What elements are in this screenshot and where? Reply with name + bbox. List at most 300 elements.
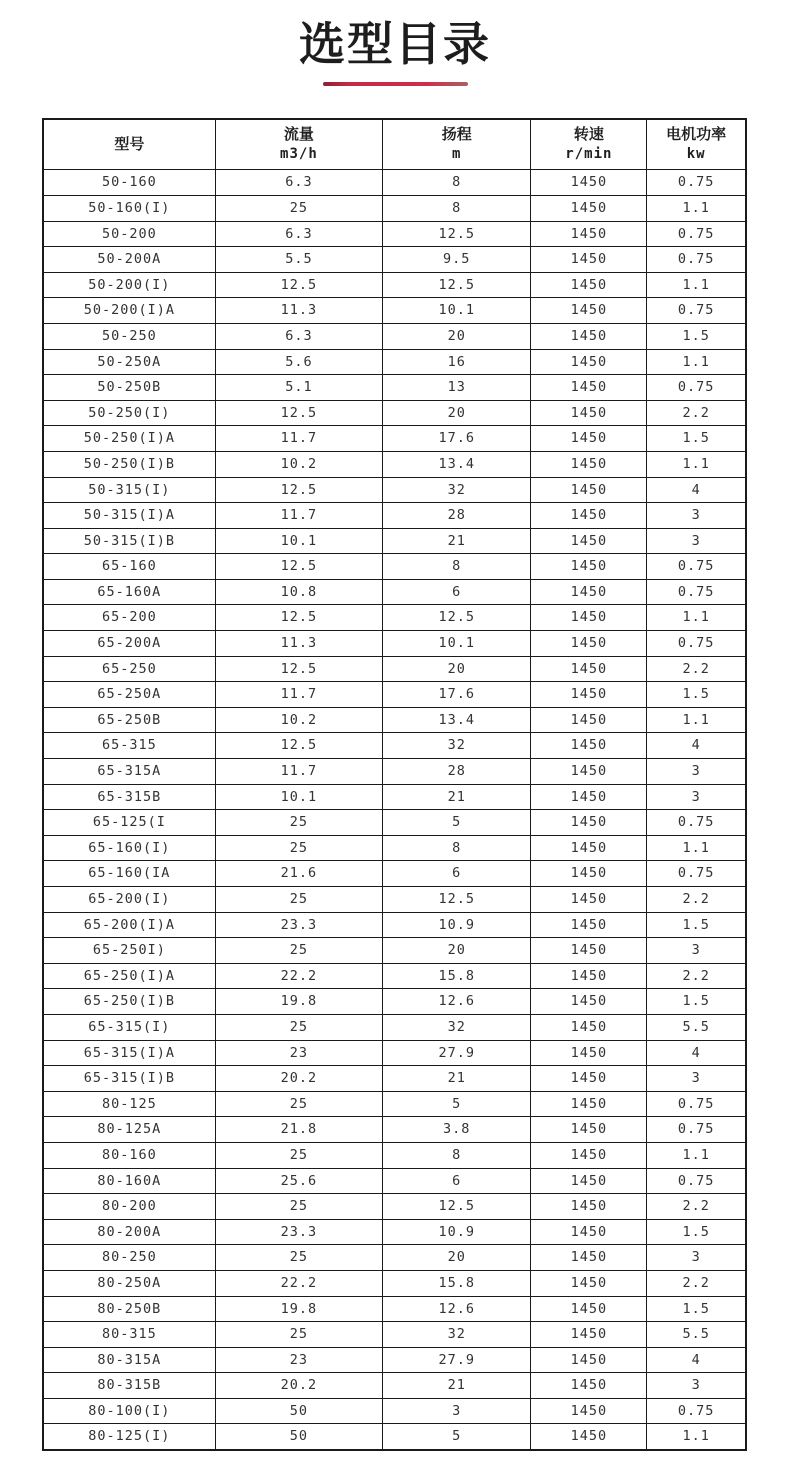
cell-motor-power: 1.5 — [647, 989, 746, 1015]
cell-model: 65-250B — [43, 707, 215, 733]
cell-motor-power: 2.2 — [647, 1270, 746, 1296]
table-row — [43, 707, 746, 733]
cell-head: 27.9 — [383, 1040, 531, 1066]
cell-speed: 1450 — [531, 887, 647, 913]
cell-head: 20 — [383, 938, 531, 964]
cell-flow: 23.3 — [215, 912, 382, 938]
table-row — [43, 554, 746, 580]
cell-speed: 1450 — [531, 503, 647, 529]
cell-motor-power: 0.75 — [647, 1117, 746, 1143]
cell-flow: 12.5 — [215, 400, 382, 426]
table-row — [43, 195, 746, 221]
column-header-speed: 转速 r/min — [531, 119, 647, 170]
cell-flow: 20.2 — [215, 1373, 382, 1399]
table-row — [43, 912, 746, 938]
cell-head: 27.9 — [383, 1347, 531, 1373]
cell-model: 65-250(I)B — [43, 989, 215, 1015]
cell-speed: 1450 — [531, 1347, 647, 1373]
table-row — [43, 784, 746, 810]
cell-flow: 20.2 — [215, 1066, 382, 1092]
cell-motor-power: 0.75 — [647, 375, 746, 401]
cell-head: 20 — [383, 1245, 531, 1271]
cell-speed: 1450 — [531, 221, 647, 247]
cell-motor-power: 3 — [647, 1245, 746, 1271]
table-row — [43, 426, 746, 452]
cell-speed: 1450 — [531, 400, 647, 426]
cell-motor-power: 0.75 — [647, 170, 746, 196]
table-row — [43, 451, 746, 477]
cell-flow: 11.7 — [215, 682, 382, 708]
cell-speed: 1450 — [531, 1194, 647, 1220]
cell-head: 21 — [383, 784, 531, 810]
cell-motor-power: 4 — [647, 1347, 746, 1373]
cell-head: 6 — [383, 861, 531, 887]
cell-head: 12.5 — [383, 221, 531, 247]
table-row — [43, 605, 746, 631]
cell-model: 80-125(I) — [43, 1424, 215, 1450]
cell-model: 80-250 — [43, 1245, 215, 1271]
cell-motor-power: 0.75 — [647, 554, 746, 580]
table-row — [43, 1270, 746, 1296]
cell-flow: 11.7 — [215, 503, 382, 529]
table-row — [43, 323, 746, 349]
cell-motor-power: 1.1 — [647, 1142, 746, 1168]
cell-motor-power: 1.1 — [647, 349, 746, 375]
cell-flow: 50 — [215, 1424, 382, 1450]
cell-flow: 25 — [215, 835, 382, 861]
cell-head: 21 — [383, 528, 531, 554]
cell-speed: 1450 — [531, 323, 647, 349]
cell-model: 80-315B — [43, 1373, 215, 1399]
cell-model: 80-160 — [43, 1142, 215, 1168]
cell-model: 50-315(I) — [43, 477, 215, 503]
cell-head: 13.4 — [383, 707, 531, 733]
cell-head: 12.5 — [383, 1194, 531, 1220]
table-row — [43, 400, 746, 426]
cell-model: 65-315A — [43, 759, 215, 785]
cell-head: 21 — [383, 1373, 531, 1399]
table-row — [43, 1066, 746, 1092]
cell-motor-power: 0.75 — [647, 247, 746, 273]
cell-flow: 25 — [215, 195, 382, 221]
cell-flow: 6.3 — [215, 221, 382, 247]
cell-head: 10.1 — [383, 298, 531, 324]
table-row — [43, 1322, 746, 1348]
table-row — [43, 1040, 746, 1066]
cell-model: 65-160(IA — [43, 861, 215, 887]
cell-flow: 21.6 — [215, 861, 382, 887]
cell-flow: 10.2 — [215, 451, 382, 477]
cell-head: 8 — [383, 195, 531, 221]
cell-model: 80-250B — [43, 1296, 215, 1322]
cell-model: 65-315(I) — [43, 1014, 215, 1040]
table-row — [43, 733, 746, 759]
cell-motor-power: 5.5 — [647, 1014, 746, 1040]
cell-flow: 10.8 — [215, 579, 382, 605]
selection-catalog-table — [42, 118, 747, 1451]
cell-motor-power: 3 — [647, 759, 746, 785]
cell-speed: 1450 — [531, 579, 647, 605]
cell-head: 10.1 — [383, 631, 531, 657]
cell-model: 65-250I) — [43, 938, 215, 964]
cell-flow: 5.1 — [215, 375, 382, 401]
cell-model: 65-160(I) — [43, 835, 215, 861]
cell-head: 3 — [383, 1398, 531, 1424]
column-header-model: 型号 — [43, 119, 215, 170]
cell-model: 65-160 — [43, 554, 215, 580]
cell-flow: 10.2 — [215, 707, 382, 733]
cell-model: 65-250A — [43, 682, 215, 708]
cell-motor-power: 1.1 — [647, 605, 746, 631]
cell-model: 65-200(I)A — [43, 912, 215, 938]
cell-speed: 1450 — [531, 682, 647, 708]
table-row — [43, 477, 746, 503]
cell-speed: 1450 — [531, 861, 647, 887]
cell-flow: 6.3 — [215, 323, 382, 349]
cell-head: 12.5 — [383, 605, 531, 631]
table-row — [43, 1398, 746, 1424]
cell-model: 65-250 — [43, 656, 215, 682]
table-row — [43, 170, 746, 196]
cell-head: 32 — [383, 1322, 531, 1348]
table-row — [43, 1219, 746, 1245]
cell-model: 80-315 — [43, 1322, 215, 1348]
table-row — [43, 963, 746, 989]
cell-motor-power: 1.5 — [647, 1219, 746, 1245]
cell-motor-power: 1.5 — [647, 912, 746, 938]
cell-speed: 1450 — [531, 1296, 647, 1322]
cell-motor-power: 0.75 — [647, 298, 746, 324]
cell-head: 3.8 — [383, 1117, 531, 1143]
cell-speed: 1450 — [531, 938, 647, 964]
cell-model: 80-125 — [43, 1091, 215, 1117]
cell-flow: 25 — [215, 1322, 382, 1348]
cell-head: 20 — [383, 323, 531, 349]
table-row — [43, 1424, 746, 1450]
cell-head: 8 — [383, 554, 531, 580]
cell-head: 8 — [383, 1142, 531, 1168]
cell-flow: 12.5 — [215, 272, 382, 298]
cell-flow: 10.1 — [215, 528, 382, 554]
cell-motor-power: 0.75 — [647, 631, 746, 657]
cell-motor-power: 0.75 — [647, 221, 746, 247]
cell-flow: 25 — [215, 1091, 382, 1117]
table-row — [43, 682, 746, 708]
cell-motor-power: 0.75 — [647, 1398, 746, 1424]
cell-speed: 1450 — [531, 170, 647, 196]
cell-motor-power: 1.1 — [647, 707, 746, 733]
table-row — [43, 989, 746, 1015]
table-row — [43, 1194, 746, 1220]
cell-motor-power: 2.2 — [647, 400, 746, 426]
table-row — [43, 810, 746, 836]
cell-flow: 22.2 — [215, 963, 382, 989]
cell-motor-power: 0.75 — [647, 861, 746, 887]
cell-motor-power: 3 — [647, 1373, 746, 1399]
cell-flow: 22.2 — [215, 1270, 382, 1296]
cell-head: 5 — [383, 810, 531, 836]
cell-head: 20 — [383, 656, 531, 682]
cell-speed: 1450 — [531, 1066, 647, 1092]
cell-head: 28 — [383, 759, 531, 785]
cell-model: 65-200A — [43, 631, 215, 657]
cell-model: 50-250(I) — [43, 400, 215, 426]
cell-motor-power: 2.2 — [647, 887, 746, 913]
cell-speed: 1450 — [531, 605, 647, 631]
cell-motor-power: 3 — [647, 938, 746, 964]
table-row — [43, 1347, 746, 1373]
cell-motor-power: 1.5 — [647, 1296, 746, 1322]
cell-speed: 1450 — [531, 733, 647, 759]
column-header-motor-power: 电机功率 kw — [647, 119, 746, 170]
cell-flow: 25 — [215, 1142, 382, 1168]
cell-model: 65-200 — [43, 605, 215, 631]
cell-flow: 50 — [215, 1398, 382, 1424]
cell-motor-power: 1.5 — [647, 682, 746, 708]
table-row — [43, 221, 746, 247]
table-header — [43, 119, 746, 170]
cell-model: 65-315(I)B — [43, 1066, 215, 1092]
cell-head: 13.4 — [383, 451, 531, 477]
table-row — [43, 1373, 746, 1399]
cell-flow: 6.3 — [215, 170, 382, 196]
cell-motor-power: 1.5 — [647, 426, 746, 452]
table-row — [43, 1168, 746, 1194]
cell-speed: 1450 — [531, 1270, 647, 1296]
cell-motor-power: 1.1 — [647, 272, 746, 298]
cell-head: 10.9 — [383, 1219, 531, 1245]
cell-model: 65-250(I)A — [43, 963, 215, 989]
column-header-head: 扬程 m — [383, 119, 531, 170]
table-row — [43, 759, 746, 785]
cell-head: 32 — [383, 1014, 531, 1040]
cell-speed: 1450 — [531, 451, 647, 477]
cell-model: 65-315(I)A — [43, 1040, 215, 1066]
cell-head: 16 — [383, 349, 531, 375]
cell-motor-power: 1.1 — [647, 195, 746, 221]
cell-model: 50-250(I)A — [43, 426, 215, 452]
cell-model: 50-160(I) — [43, 195, 215, 221]
cell-speed: 1450 — [531, 349, 647, 375]
cell-flow: 25.6 — [215, 1168, 382, 1194]
cell-speed: 1450 — [531, 1398, 647, 1424]
cell-flow: 25 — [215, 1245, 382, 1271]
cell-head: 12.5 — [383, 887, 531, 913]
cell-speed: 1450 — [531, 1142, 647, 1168]
cell-motor-power: 3 — [647, 1066, 746, 1092]
cell-motor-power: 1.1 — [647, 1424, 746, 1450]
cell-model: 80-250A — [43, 1270, 215, 1296]
cell-motor-power: 0.75 — [647, 1168, 746, 1194]
cell-speed: 1450 — [531, 426, 647, 452]
cell-speed: 1450 — [531, 1322, 647, 1348]
cell-flow: 12.5 — [215, 733, 382, 759]
table-row — [43, 835, 746, 861]
cell-speed: 1450 — [531, 835, 647, 861]
table-row — [43, 1296, 746, 1322]
cell-flow: 19.8 — [215, 989, 382, 1015]
cell-speed: 1450 — [531, 554, 647, 580]
table-row — [43, 656, 746, 682]
cell-model: 50-250(I)B — [43, 451, 215, 477]
cell-motor-power: 0.75 — [647, 810, 746, 836]
cell-model: 65-125(I — [43, 810, 215, 836]
cell-speed: 1450 — [531, 1424, 647, 1450]
table-row — [43, 247, 746, 273]
cell-model: 50-250B — [43, 375, 215, 401]
cell-model: 80-200A — [43, 1219, 215, 1245]
cell-head: 17.6 — [383, 426, 531, 452]
cell-head: 10.9 — [383, 912, 531, 938]
cell-head: 15.8 — [383, 963, 531, 989]
cell-speed: 1450 — [531, 375, 647, 401]
cell-model: 50-200 — [43, 221, 215, 247]
cell-speed: 1450 — [531, 963, 647, 989]
cell-motor-power: 3 — [647, 503, 746, 529]
cell-flow: 11.7 — [215, 426, 382, 452]
cell-speed: 1450 — [531, 707, 647, 733]
cell-model: 80-315A — [43, 1347, 215, 1373]
cell-flow: 11.3 — [215, 298, 382, 324]
cell-model: 65-200(I) — [43, 887, 215, 913]
cell-head: 5 — [383, 1091, 531, 1117]
cell-head: 12.5 — [383, 272, 531, 298]
cell-head: 28 — [383, 503, 531, 529]
cell-head: 9.5 — [383, 247, 531, 273]
cell-model: 50-250 — [43, 323, 215, 349]
cell-head: 20 — [383, 400, 531, 426]
cell-speed: 1450 — [531, 912, 647, 938]
cell-speed: 1450 — [531, 1014, 647, 1040]
cell-motor-power: 4 — [647, 733, 746, 759]
cell-speed: 1450 — [531, 528, 647, 554]
cell-model: 50-200(I) — [43, 272, 215, 298]
cell-flow: 25 — [215, 887, 382, 913]
cell-model: 65-315B — [43, 784, 215, 810]
table-body — [43, 170, 746, 1450]
cell-flow: 23 — [215, 1347, 382, 1373]
cell-head: 15.8 — [383, 1270, 531, 1296]
cell-speed: 1450 — [531, 810, 647, 836]
table-row — [43, 1117, 746, 1143]
cell-flow: 11.3 — [215, 631, 382, 657]
table-row — [43, 579, 746, 605]
cell-model: 50-200A — [43, 247, 215, 273]
column-header-flow: 流量 m3/h — [215, 119, 382, 170]
cell-model: 50-200(I)A — [43, 298, 215, 324]
cell-flow: 12.5 — [215, 605, 382, 631]
cell-motor-power: 0.75 — [647, 579, 746, 605]
cell-speed: 1450 — [531, 477, 647, 503]
table-row — [43, 503, 746, 529]
cell-motor-power: 2.2 — [647, 1194, 746, 1220]
cell-speed: 1450 — [531, 759, 647, 785]
table-row — [43, 631, 746, 657]
cell-flow: 12.5 — [215, 656, 382, 682]
cell-motor-power: 2.2 — [647, 656, 746, 682]
title-underline-accent — [323, 82, 468, 86]
cell-head: 5 — [383, 1424, 531, 1450]
cell-motor-power: 1.1 — [647, 451, 746, 477]
cell-model: 80-100(I) — [43, 1398, 215, 1424]
table-row — [43, 528, 746, 554]
cell-speed: 1450 — [531, 784, 647, 810]
cell-speed: 1450 — [531, 1040, 647, 1066]
cell-head: 12.6 — [383, 989, 531, 1015]
cell-head: 8 — [383, 835, 531, 861]
cell-flow: 12.5 — [215, 477, 382, 503]
cell-flow: 5.6 — [215, 349, 382, 375]
page-title: 选型目录 — [299, 18, 491, 70]
cell-flow: 11.7 — [215, 759, 382, 785]
cell-head: 32 — [383, 477, 531, 503]
cell-motor-power: 5.5 — [647, 1322, 746, 1348]
cell-head: 21 — [383, 1066, 531, 1092]
cell-model: 50-160 — [43, 170, 215, 196]
cell-motor-power: 1.5 — [647, 323, 746, 349]
cell-head: 17.6 — [383, 682, 531, 708]
cell-speed: 1450 — [531, 1219, 647, 1245]
cell-model: 50-315(I)A — [43, 503, 215, 529]
table-row — [43, 349, 746, 375]
cell-flow: 23.3 — [215, 1219, 382, 1245]
cell-head: 6 — [383, 1168, 531, 1194]
cell-speed: 1450 — [531, 195, 647, 221]
cell-head: 12.6 — [383, 1296, 531, 1322]
cell-motor-power: 3 — [647, 784, 746, 810]
cell-speed: 1450 — [531, 1117, 647, 1143]
cell-speed: 1450 — [531, 1373, 647, 1399]
cell-flow: 25 — [215, 938, 382, 964]
cell-flow: 5.5 — [215, 247, 382, 273]
cell-head: 6 — [383, 579, 531, 605]
cell-flow: 10.1 — [215, 784, 382, 810]
table-row — [43, 375, 746, 401]
cell-model: 80-200 — [43, 1194, 215, 1220]
table-row — [43, 272, 746, 298]
cell-model: 65-315 — [43, 733, 215, 759]
cell-flow: 12.5 — [215, 554, 382, 580]
table-row — [43, 1091, 746, 1117]
cell-model: 50-315(I)B — [43, 528, 215, 554]
cell-motor-power: 4 — [647, 477, 746, 503]
cell-flow: 25 — [215, 1194, 382, 1220]
cell-head: 13 — [383, 375, 531, 401]
cell-head: 32 — [383, 733, 531, 759]
cell-model: 50-250A — [43, 349, 215, 375]
table-row — [43, 861, 746, 887]
cell-model: 80-125A — [43, 1117, 215, 1143]
cell-speed: 1450 — [531, 1091, 647, 1117]
cell-flow: 25 — [215, 810, 382, 836]
cell-flow: 23 — [215, 1040, 382, 1066]
cell-motor-power: 3 — [647, 528, 746, 554]
cell-model: 80-160A — [43, 1168, 215, 1194]
cell-motor-power: 2.2 — [647, 963, 746, 989]
cell-flow: 21.8 — [215, 1117, 382, 1143]
table-row — [43, 887, 746, 913]
cell-flow: 19.8 — [215, 1296, 382, 1322]
table-row — [43, 298, 746, 324]
cell-motor-power: 4 — [647, 1040, 746, 1066]
cell-head: 8 — [383, 170, 531, 196]
cell-flow: 25 — [215, 1014, 382, 1040]
cell-speed: 1450 — [531, 656, 647, 682]
cell-speed: 1450 — [531, 989, 647, 1015]
table-row — [43, 1142, 746, 1168]
table-row — [43, 938, 746, 964]
cell-motor-power: 1.1 — [647, 835, 746, 861]
